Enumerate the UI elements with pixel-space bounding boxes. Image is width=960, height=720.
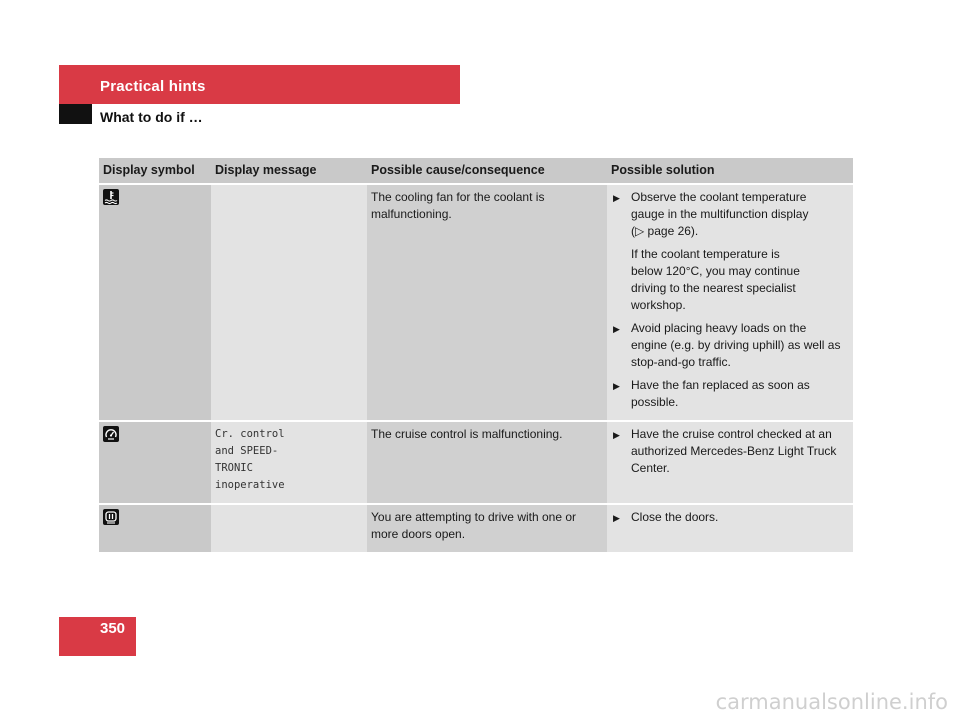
- table-row: [99, 422, 853, 505]
- symbol-cell: [99, 505, 211, 554]
- solution-line: below 120°C, you may continue: [631, 264, 800, 278]
- solution-step: [611, 509, 849, 526]
- solution-line: stop-and-go traffic.: [631, 355, 731, 369]
- solution-line: workshop.: [631, 298, 686, 312]
- solution-step: [611, 320, 849, 371]
- section-title: Practical hints: [100, 78, 206, 95]
- cause-cell: The cooling fan for the coolant is malfunctioning.: [367, 185, 607, 422]
- solution-step: [611, 426, 849, 477]
- solution-note: [611, 246, 849, 314]
- symbol-cell: [99, 422, 211, 505]
- solution-line: gauge in the multifunction display: [631, 207, 809, 221]
- solution-line: authorized Mercedes-Benz Light Truck: [631, 444, 837, 458]
- column-header: Display message: [211, 158, 367, 185]
- table-row: [99, 505, 853, 554]
- solution-step: [611, 377, 849, 411]
- cruise-control-icon: [103, 426, 119, 442]
- solution-cell: [607, 505, 853, 554]
- solution-line: Avoid placing heavy loads on the: [631, 321, 807, 335]
- solution-line: Have the cruise control checked at an: [631, 427, 832, 441]
- column-header: Possible cause/consequence: [367, 158, 607, 185]
- table-header-row: [99, 158, 853, 185]
- cause-cell: The cruise control is malfunctioning.: [367, 422, 607, 505]
- bullet-arrow-icon: ▶: [613, 430, 620, 440]
- solution-cell: [607, 185, 853, 422]
- column-header: Display symbol: [99, 158, 211, 185]
- display-message-table: [99, 158, 853, 554]
- coolant-temperature-icon: [103, 189, 119, 205]
- solution-line: Close the doors.: [631, 510, 719, 524]
- cause-cell: You are attempting to drive with one or more doors open.: [367, 505, 607, 554]
- header-tab-marker: [59, 104, 92, 124]
- solution-line: driving to the nearest specialist: [631, 281, 796, 295]
- table-row: [99, 185, 853, 422]
- solution-line: Have the fan replaced as soon as: [631, 378, 810, 392]
- solution-line: possible.: [631, 395, 679, 409]
- message-cell: Cr. control and SPEED- TRONIC inoperative: [211, 422, 367, 505]
- solution-line: Center.: [631, 461, 670, 475]
- bullet-arrow-icon: ▶: [613, 513, 620, 523]
- door-open-icon: [103, 509, 119, 525]
- section-subtitle: What to do if …: [100, 109, 203, 125]
- page-number: 350: [100, 620, 126, 637]
- solution-line: If the coolant temperature is: [631, 247, 780, 261]
- bullet-arrow-icon: ▶: [613, 324, 620, 334]
- solution-line: Observe the coolant temperature: [631, 190, 807, 204]
- solution-cell: [607, 422, 853, 505]
- column-header: Possible solution: [607, 158, 853, 185]
- message-cell: [211, 505, 367, 554]
- bullet-arrow-icon: ▶: [613, 193, 620, 203]
- solution-line: engine (e.g. by driving uphill) as well as: [631, 338, 841, 352]
- solution-step: [611, 189, 849, 240]
- message-cell: [211, 185, 367, 422]
- bullet-arrow-icon: ▶: [613, 381, 620, 391]
- solution-line: (▷ page 26).: [631, 224, 699, 238]
- symbol-cell: [99, 185, 211, 422]
- watermark: carmanualsonline.info: [715, 690, 948, 714]
